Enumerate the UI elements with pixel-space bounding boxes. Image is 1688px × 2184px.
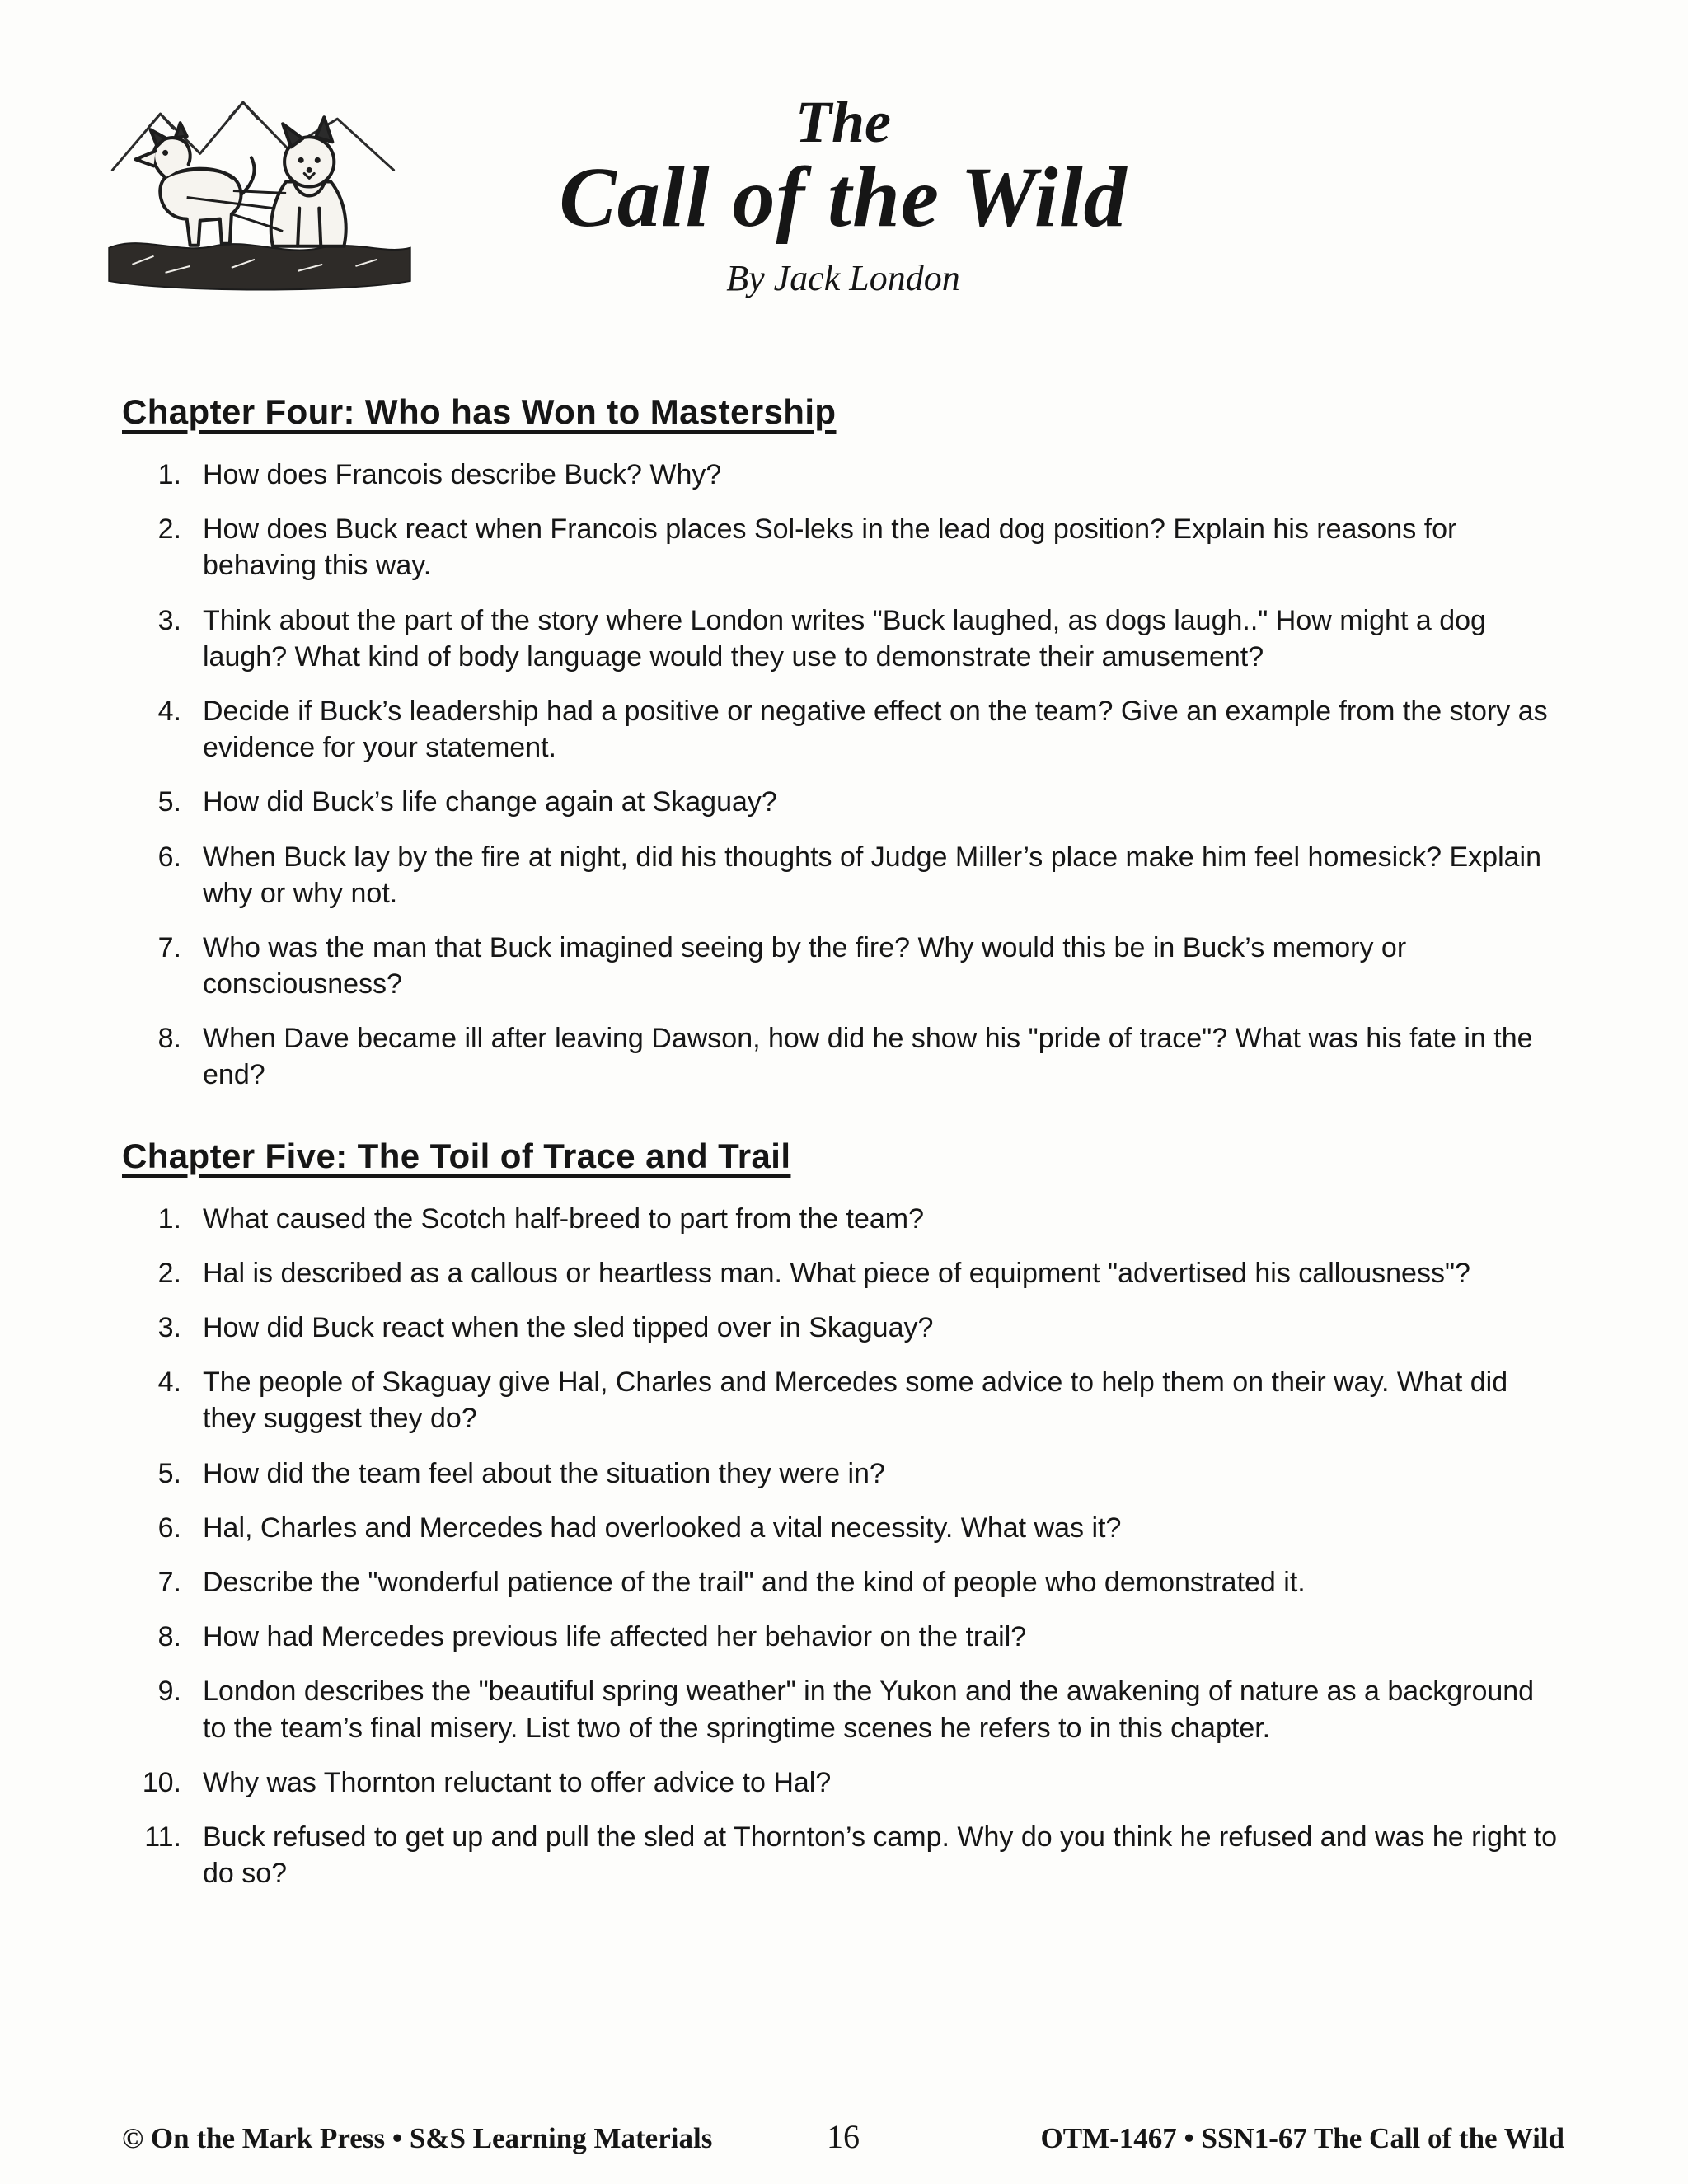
chapter-four-heading: Chapter Four: Who has Won to Mastership xyxy=(122,392,837,431)
question-number: 2. xyxy=(157,513,181,546)
question-row xyxy=(122,693,1564,766)
sled-dogs-illustration xyxy=(107,77,414,297)
question-row xyxy=(122,930,1564,1002)
question-number: 3. xyxy=(157,1312,181,1343)
question-text: How did Buck’s life change again at Skaguay? xyxy=(203,786,777,818)
question-number: 4. xyxy=(157,695,181,727)
question-row xyxy=(122,1510,1564,1546)
question-number: 5. xyxy=(157,786,181,818)
question-text: Hal is described as a callous or heartless man. What piece of equipment "advertised his callousness"? xyxy=(203,1257,1470,1289)
question-row xyxy=(122,1673,1564,1746)
question-text: Why was Thornton reluctant to offer advice to Hal? xyxy=(203,1766,832,1798)
question-row xyxy=(122,602,1564,675)
question-row xyxy=(122,457,1564,493)
question-row xyxy=(122,511,1564,583)
question-number: 7. xyxy=(157,931,181,963)
question-row xyxy=(122,1765,1564,1801)
question-number: 7. xyxy=(157,1566,181,1598)
question-text: When Buck lay by the fire at night, did his thoughts of Judge Miller’s place make him feel homesick? Explain why or why not. xyxy=(203,841,1542,909)
byline: By Jack London xyxy=(726,258,960,299)
question-number: 5. xyxy=(157,1457,181,1489)
page-number: 16 xyxy=(827,2118,860,2155)
question-row xyxy=(122,1020,1564,1093)
chapter-five-section xyxy=(122,1112,1564,1910)
question-number: 6. xyxy=(157,1511,181,1544)
page-title: Call of the Wild xyxy=(559,150,1128,245)
question-text: How does Francois describe Buck? Why? xyxy=(203,459,722,490)
chapter-four-section xyxy=(122,368,1564,1112)
page-header xyxy=(122,89,1564,364)
question-row xyxy=(122,1619,1564,1655)
question-text: London describes the "beautiful spring weather" in the Yukon and the awakening of nature as a background to the team’s final misery. List two of the springtime scenes he refers to in this chapter. xyxy=(203,1675,1535,1744)
question-number: 3. xyxy=(157,604,181,636)
question-text: The people of Skaguay give Hal, Charles and Mercedes some advice to help them on their way. What did they suggest they do? xyxy=(203,1366,1508,1435)
question-row xyxy=(122,839,1564,912)
question-text: Who was the man that Buck imagined seeing by the fire? Why would this be in Buck’s memory or consciousness? xyxy=(203,931,1407,1001)
question-text: When Dave became ill after leaving Dawson, how did he show his "pride of trace"? What was his fate in the end? xyxy=(203,1023,1533,1091)
question-text: Think about the part of the story where London writes "Buck laughed, as dogs laugh.." How might a dog laugh? What kind of body language would they use to demonstrate their amusement? xyxy=(203,604,1486,673)
question-number: 8. xyxy=(157,1621,181,1653)
question-row xyxy=(122,1364,1564,1436)
title-line1: The xyxy=(795,89,891,155)
question-text: How did the team feel about the situation they were in? xyxy=(203,1457,885,1489)
question-text: How did Buck react when the sled tipped over in Skaguay? xyxy=(203,1312,934,1343)
question-text: Describe the "wonderful patience of the trail" and the kind of people who demonstrated it. xyxy=(203,1566,1306,1598)
publisher-credit: © On the Mark Press • S&S Learning Materials xyxy=(122,2122,713,2154)
question-row xyxy=(122,784,1564,820)
question-row xyxy=(122,1455,1564,1492)
question-number: 8. xyxy=(157,1023,181,1055)
question-number: 1. xyxy=(157,459,181,490)
question-number: 2. xyxy=(157,1257,181,1289)
question-text: Buck refused to get up and pull the sled at Thornton’s camp. Why do you think he refused and was he right to do so? xyxy=(203,1821,1558,1890)
question-number: 10. xyxy=(142,1766,181,1798)
question-row xyxy=(122,1819,1564,1891)
sled-dogs-drawing xyxy=(107,77,414,297)
question-number: 9. xyxy=(157,1675,181,1708)
question-text: How does Buck react when Francois places Sol-leks in the lead dog position? Explain his reasons for behaving this way. xyxy=(203,513,1457,582)
page-footer xyxy=(122,2102,1564,2156)
chapter-five-heading: Chapter Five: The Toil of Trace and Trail xyxy=(122,1136,791,1175)
question-number: 6. xyxy=(157,841,181,873)
question-text: What caused the Scotch half-breed to part from the team? xyxy=(203,1202,925,1235)
question-text: How had Mercedes previous life affected her behavior on the trail? xyxy=(203,1621,1027,1653)
question-text: Decide if Buck’s leadership had a positive or negative effect on the team? Give an example from the story as evidence for your statement. xyxy=(203,695,1548,764)
question-row xyxy=(122,1310,1564,1346)
question-row xyxy=(122,1255,1564,1291)
question-row xyxy=(122,1201,1564,1237)
question-number: 4. xyxy=(157,1366,181,1399)
catalog-reference: OTM-1467 • SSN1-67 The Call of the Wild xyxy=(1040,2122,1564,2154)
question-row xyxy=(122,1564,1564,1601)
question-text: Hal, Charles and Mercedes had overlooked a vital necessity. What was it? xyxy=(203,1511,1122,1544)
question-number: 1. xyxy=(157,1202,181,1235)
question-number: 11. xyxy=(144,1821,181,1853)
